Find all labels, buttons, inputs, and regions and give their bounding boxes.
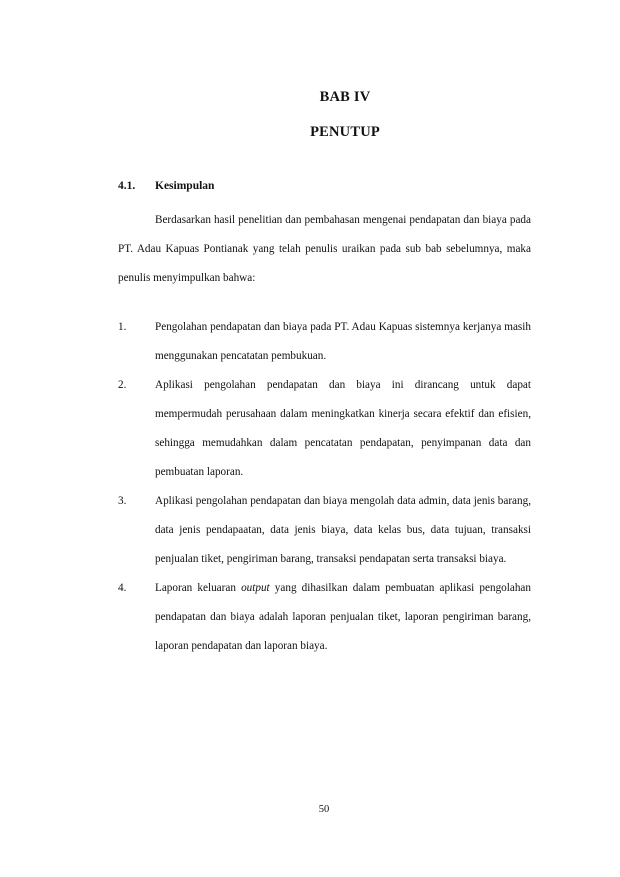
page-number: 50 bbox=[318, 804, 330, 815]
list-item-text: Pengolahan pendapatan dan biaya pada PT. Adau Kapuas sistemnya kerjanya masih menggunakan pencatatan pembukuan. bbox=[155, 321, 531, 362]
list-marker: 3. bbox=[118, 495, 127, 507]
list-item bbox=[118, 371, 531, 487]
list-marker: 4. bbox=[118, 582, 127, 594]
list-item-text: Aplikasi pengolahan pendapatan dan biaya mengolah data admin, data jenis barang, data jenis pendapaatan, data jenis biaya, data kelas bus, data tujuan, transaksi penjualan tiket, pengiriman barang, transaksi pendapatan serta transaksi biaya. bbox=[155, 495, 531, 565]
list-item bbox=[118, 313, 531, 371]
list-item-text-after: yang dihasilkan dalam pembuatan aplikasi pengolahan pendapatan dan biaya adalah laporan penjualan tiket, laporan pengiriman barang, laporan pendapatan dan laporan biaya. bbox=[155, 582, 531, 652]
chapter-number: BAB IV bbox=[319, 89, 371, 105]
list-marker: 2. bbox=[118, 379, 127, 391]
list-item-text-before: Laporan keluaran bbox=[155, 582, 242, 594]
list-item bbox=[118, 487, 531, 574]
section-number: 4.1. bbox=[118, 180, 136, 192]
section-heading bbox=[118, 180, 214, 192]
list-item-text bbox=[155, 574, 531, 661]
list-item bbox=[118, 574, 531, 661]
conclusion-list bbox=[118, 313, 531, 661]
italic-term: output bbox=[241, 582, 270, 594]
list-marker: 1. bbox=[118, 321, 127, 333]
list-item-text: Aplikasi pengolahan pendapatan dan biaya ini dirancang untuk dapat mempermudah perusahaan dalam meningkatkan kinerja secara efektif dan efisien, sehingga memudahkan dalam pencatatan pendapatan, penyimpanan data dan pembuatan laporan. bbox=[155, 379, 531, 478]
chapter-title: PENUTUP bbox=[310, 124, 380, 140]
section-title: Kesimpulan bbox=[155, 180, 215, 192]
intro-paragraph: Berdasarkan hasil penelitian dan pembahasan mengenai pendapatan dan biaya pada PT. Adau Kapuas Pontianak yang telah penulis uraikan pada sub bab sebelumnya, maka penulis menyimpulkan bahwa: bbox=[118, 214, 531, 284]
